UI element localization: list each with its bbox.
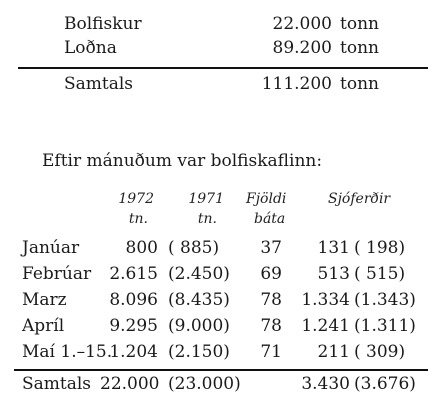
row-boats: 78	[260, 316, 282, 336]
total-label: Samtals	[22, 374, 92, 394]
row-boats: 71	[260, 342, 282, 362]
row-trips: 513	[317, 264, 350, 284]
header-tn-1971: tn.	[197, 211, 217, 227]
header-boats-sub: báta	[254, 211, 286, 227]
summary-unit-bolfiskur: tonn	[340, 14, 379, 34]
row-1972: 1.204	[109, 342, 158, 362]
header-trips: Sjóferðir	[328, 191, 391, 207]
summary-value-bolfiskur: 22.000	[272, 14, 332, 34]
total-trips-prev: (3.676)	[354, 374, 416, 394]
monthly-heading: Eftir mánuðum var bolfiskaflinn:	[42, 151, 323, 171]
summary-label-lodna: Loðna	[64, 38, 117, 58]
row-1971: (2.450)	[168, 264, 230, 284]
total-1971: (23.000)	[168, 374, 241, 394]
monthly-total-rule	[14, 369, 428, 371]
row-boats: 69	[260, 264, 282, 284]
header-1972: 1972	[118, 191, 154, 207]
header-1971: 1971	[188, 191, 224, 207]
row-month: Maí 1.–15.	[22, 342, 113, 362]
summary-total-label: Samtals	[64, 74, 134, 94]
summary-total-unit: tonn	[340, 74, 379, 94]
row-1971: ( 885)	[168, 238, 220, 258]
row-boats: 37	[260, 238, 282, 258]
summary-unit-lodna: tonn	[340, 38, 379, 58]
row-month: Marz	[22, 290, 67, 310]
row-trips: 211	[317, 342, 350, 362]
row-trips-prev: (1.311)	[354, 316, 416, 336]
row-1972: 8.096	[109, 290, 158, 310]
total-1972: 22.000	[100, 374, 160, 394]
summary-value-lodna: 89.200	[272, 38, 332, 58]
header-boats: Fjöldi	[246, 191, 287, 207]
row-month: Febrúar	[22, 264, 92, 284]
row-trips-prev: (1.343)	[354, 290, 416, 310]
row-boats: 78	[260, 290, 282, 310]
row-1971: (8.435)	[168, 290, 230, 310]
summary-total-rule	[18, 67, 428, 69]
row-month: Janúar	[22, 238, 80, 258]
summary-total-value: 111.200	[261, 74, 332, 94]
row-trips-prev: ( 515)	[354, 264, 406, 284]
row-1971: (2.150)	[168, 342, 230, 362]
row-month: Apríl	[22, 316, 65, 336]
header-tn-1972: tn.	[128, 211, 148, 227]
row-trips: 131	[317, 238, 350, 258]
row-1972: 9.295	[109, 316, 158, 336]
row-trips-prev: ( 309)	[354, 342, 406, 362]
row-1971: (9.000)	[168, 316, 230, 336]
row-trips: 1.334	[301, 290, 350, 310]
row-trips: 1.241	[301, 316, 350, 336]
total-trips: 3.430	[301, 374, 350, 394]
row-trips-prev: ( 198)	[354, 238, 406, 258]
summary-label-bolfiskur: Bolfiskur	[64, 14, 142, 34]
row-1972: 2.615	[109, 264, 158, 284]
row-1972: 800	[125, 238, 158, 258]
